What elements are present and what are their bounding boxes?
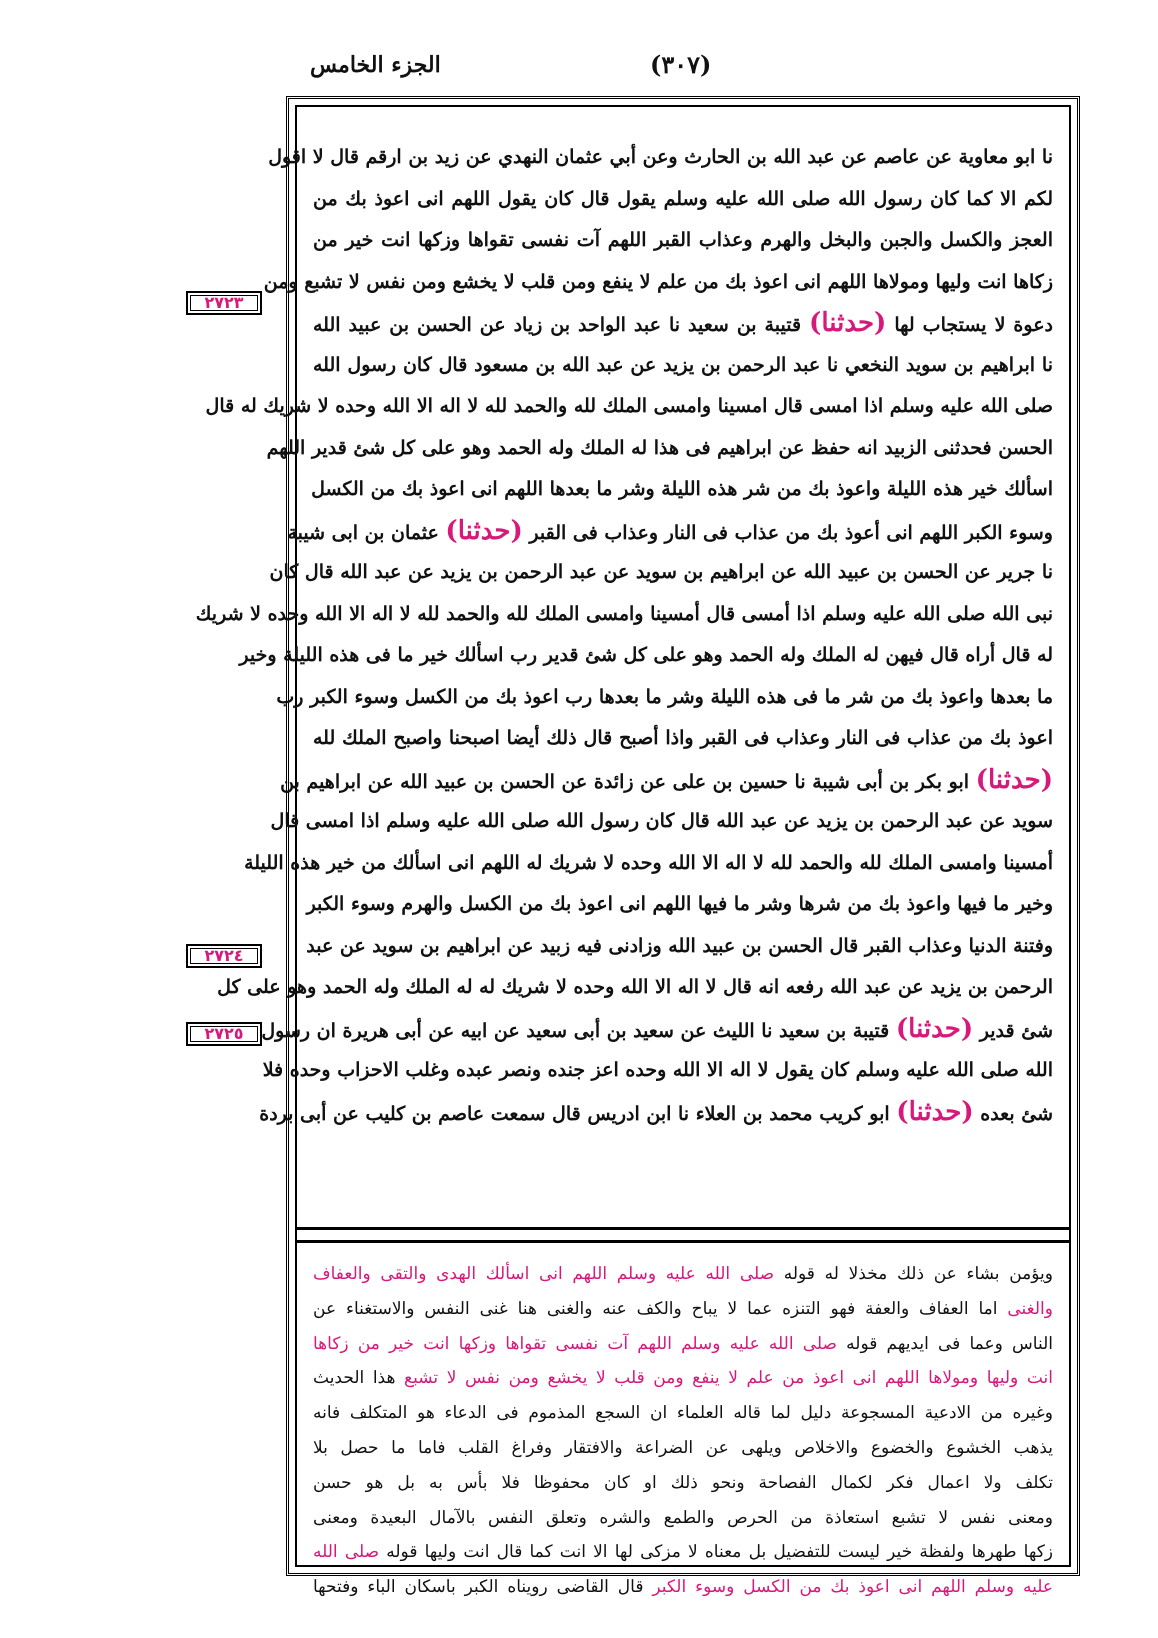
text-line (313, 718, 1053, 760)
quoted-hadith-text: والغنى (1007, 1298, 1053, 1319)
text-segment: نا جرير عن الحسن بن عبيد الله عن ابراهيم بن سويد عن عبد الرحمن بن يزيد عن عبد الله قال كان (269, 561, 1053, 583)
commentary-line (313, 1501, 1053, 1536)
text-line (261, 1009, 1053, 1051)
text-segment: سويد عن عبد الرحمن بن يزيد عن عبد الله قال كان رسول الله صلى الله عليه وسلم اذا امسى قال (270, 810, 1053, 832)
text-segment: نا ابراهيم بن سويد النخعي نا عبد الرحمن بن يزيد عن عبد الله بن مسعود قال كان رسول الله (313, 353, 1053, 376)
commentary-segment: وغيره من الادعية المسجوعة دليل لما قاله العلماء ان السجع المذموم فى الدعاء هو المتكلف فانه (313, 1403, 1053, 1424)
page-number: (٣٠٧) (650, 50, 712, 79)
part-title: الجزء الخامس (310, 52, 441, 78)
text-segment: ابو كريب محمد بن العلاء نا ابن ادريس قال سمعت عاصم بن كليب عن أبى بردة (259, 1102, 897, 1125)
text-line (313, 469, 1053, 511)
commentary-segment: تكلف ولا اعمال فكر لكمال الفصاحة ونحو ذلك او كان محفوظا فلا بأس به بل هو حسن (313, 1472, 1053, 1493)
text-line (263, 262, 1053, 304)
text-segment: ما بعدها واعوذ بك من شر ما فى هذه الليلة وشر ما بعدها رب اعوذ بك من الكسل وسوء الكبر رب (276, 685, 1053, 708)
text-segment: قتيبة بن سعيد نا عبد الواحد بن زياد عن الحسن بن عبيد الله (313, 314, 810, 336)
text-segment: وخير ما فيها واعوذ بك من شرها وشر ما فيها اللهم انى اعوذ بك من الكسل والهرم وسوء الكبر (306, 893, 1053, 915)
text-segment: وسوء الكبر اللهم انى أعوذ بك من عذاب فى النار وعذاب فى القبر (522, 521, 1053, 544)
text-line (280, 760, 1053, 802)
text-line (217, 967, 1053, 1009)
text-segment: نا ابو معاوية عن عاصم عن عبد الله بن الحارث وعن أبي عثمان النهدي عن زيد بن ارقم قال لا اقول (268, 146, 1053, 168)
haddathana-marker: (حدثنا) (809, 308, 887, 338)
quoted-hadith-text: عليه وسلم اللهم انى اعوذ بك من الكسل وسوء الكبر (652, 1577, 1053, 1598)
hadith-number-2724: ٢٧٢٤ (186, 944, 262, 968)
text-line (270, 801, 1053, 843)
hadith-number-2725: ٢٧٢٥ (186, 1022, 262, 1046)
quoted-hadith-text: صلى الله عليه وسلم اللهم انى اسألك الهدى والتقى والعفاف (313, 1264, 775, 1284)
text-segment: اسألك خير هذه الليلة واعوذ بك من شر هذه الليلة وشر ما بعدها اللهم انى اعوذ بك من الكسل (311, 478, 1053, 500)
commentary-line (313, 1257, 1053, 1292)
commentary-line (313, 1396, 1053, 1431)
commentary-line (313, 1431, 1053, 1466)
quoted-hadith-text: صلى الله عليه وسلم اللهم آت نفسى تقواها وزكها انت خير من زكاها (313, 1333, 837, 1354)
text-line (259, 1092, 1053, 1134)
text-line (287, 511, 1053, 553)
quoted-hadith-text: صلى الله (313, 1542, 380, 1563)
text-line (269, 552, 1053, 594)
commentary-text (313, 1257, 1053, 1598)
commentary-line (313, 1327, 1053, 1362)
commentary-line (313, 1361, 1053, 1396)
commentary-segment: الناس وعما فى ايديهم قوله (836, 1333, 1053, 1354)
text-line (262, 1050, 1053, 1092)
text-segment: وفتنة الدنيا وعذاب القبر قال الحسن بن عبيد الله وزادنى فيه زبيد عن ابراهيم بن سويد عن عبد (306, 934, 1053, 957)
text-segment: شئ بعده (973, 1102, 1053, 1125)
text-segment: لكم الا كما كان رسول الله صلى الله عليه وسلم يقول قال كان يقول اللهم انى اعوذ بك من (313, 187, 1053, 210)
text-line (239, 635, 1053, 677)
haddathana-marker: (حدثنا) (896, 1096, 974, 1127)
section-separator (297, 1227, 1069, 1243)
commentary-segment: اما العفاف والعفة فهو التنزه عما لا يباح والكف عنه والغنى هنا غنى النفس والاستغناء عن (313, 1298, 1008, 1319)
text-segment: أمسينا وامسى الملك لله والحمد لله لا اله الا الله وحده لا شريك له اللهم انى اسألك من خير هذه الليلة (244, 851, 1053, 874)
text-line (306, 926, 1053, 968)
commentary-line (313, 1466, 1053, 1501)
text-segment: دعوة لا يستجاب لها (886, 314, 1053, 336)
text-line (313, 179, 1053, 221)
text-segment: اعوذ بك من عذاب فى النار وعذاب فى القبر واذا أصبح قال ذلك أيضا اصبحنا واصبح الملك لله (313, 727, 1053, 749)
haddathana-marker: (حدثنا) (445, 515, 523, 546)
commentary-segment: قال القاضى رويناه الكبر باسكان الباء وفتحها (313, 1577, 653, 1598)
commentary-segment: ويؤمن بشاء عن ذلك مخذلا له قوله (774, 1264, 1053, 1284)
text-segment: العجز والكسل والجبن والبخل والهرم وعذاب القبر اللهم آت نفسى تقواها وزكها انت خير من (313, 229, 1053, 251)
haddathana-marker: (حدثنا) (895, 1013, 974, 1044)
text-line (205, 386, 1053, 428)
text-segment: له قال أراه قال فيهن له الملك وله الحمد وهو على كل شئ قدير رب اسألك خير ما فى هذه الليلة وخير (239, 644, 1053, 666)
text-segment: نبى الله صلى الله عليه وسلم اذا أمسى قال أمسينا وامسى الملك لله والحمد لله لا اله الا الله وحده لا شريك (195, 602, 1053, 625)
text-line (306, 884, 1053, 926)
text-line (268, 137, 1053, 179)
commentary-line (313, 1535, 1053, 1570)
text-line (266, 428, 1053, 470)
text-segment: قتيبة بن سعيد نا الليث عن سعيد بن أبى سعيد عن ابيه عن أبى هريرة ان رسول (261, 1019, 896, 1042)
commentary-line (313, 1292, 1053, 1327)
haddathana-marker: (حدثنا) (975, 764, 1053, 795)
text-segment: الله صلى الله عليه وسلم كان يقول لا اله الا الله وحده اعز جنده ونصر عبده وغلب الاحزاب وحده فلا (262, 1059, 1053, 1081)
text-segment: الحسن فحدثنى الزبيد انه حفظ عن ابراهيم فى هذا له الملك وله الحمد وهو على كل شئ قدير اللهم (266, 436, 1053, 459)
commentary-segment: زكها طهرها ولفظة خير ليست للتفضيل بل معناه لا مزكى لها الا انت كما قال انت وليها قوله (379, 1542, 1053, 1563)
text-line (313, 303, 1053, 345)
commentary-segment: يذهب الخشوع والخضوع والاخلاص ويلهى عن الضراعة والافتقار وفراغ القلب فاما ما حصل بلا (313, 1437, 1053, 1458)
commentary-line (313, 1570, 1053, 1605)
text-segment: شئ قدير (973, 1019, 1053, 1042)
text-line (276, 677, 1053, 719)
commentary-segment: هذا الحديث (313, 1368, 405, 1389)
text-line (244, 843, 1053, 885)
text-segment: الرحمن بن يزيد عن عبد الله رفعه انه قال لا اله الا الله وحده لا شريك له له الملك وله الحمد وهو على كل (217, 976, 1053, 998)
text-segment: عثمان بن ابى شيبة (287, 521, 446, 544)
quoted-hadith-text: انت وليها ومولاها اللهم انى اعوذ من علم لا ينفع ومن قلب لا يخشع ومن نفس لا تشبع (404, 1368, 1053, 1389)
text-segment: صلى الله عليه وسلم اذا امسى قال امسينا وامسى الملك لله والحمد لله لا اله الا الله وحده لا شريك له قال (205, 395, 1053, 417)
text-line (313, 220, 1053, 262)
text-segment: ابو بكر بن أبى شيبة نا حسين بن على عن زائدة عن الحسن بن عبيد الله عن ابراهيم بن (280, 770, 976, 793)
text-segment: زكاها انت وليها ومولاها اللهم انى اعوذ بك من علم لا ينفع ومن قلب لا يخشع ومن نفس لا تشبع ومن (263, 270, 1053, 293)
hadith-number-2723: ٢٧٢٣ (186, 291, 262, 315)
text-line (195, 594, 1053, 636)
text-line (313, 345, 1053, 387)
commentary-segment: ومعنى نفس لا تشبع استعاذة من الحرص والطمع والشره وتعلق النفس بالآمال البعيدة ومعنى (313, 1507, 1053, 1528)
